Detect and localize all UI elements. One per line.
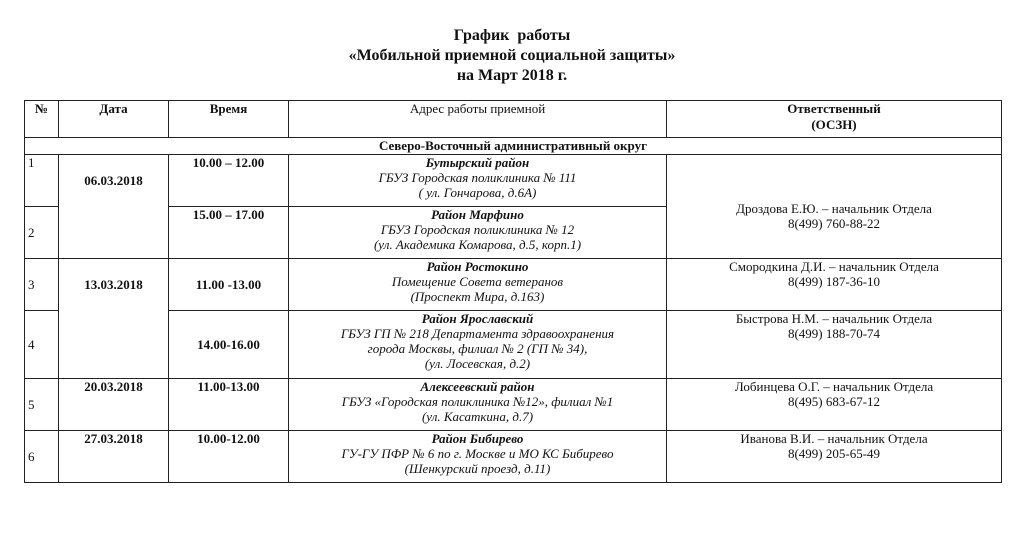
address-area: Район Ярославский <box>421 311 534 326</box>
row-date: 13.03.2018 <box>59 259 169 379</box>
responsible-phone: 8(499) 205-65-49 <box>787 446 881 461</box>
row-number: 1 <box>25 155 59 207</box>
address-org: Помещение Совета ветеранов <box>391 274 564 289</box>
row-number: 5 <box>25 379 59 431</box>
address-org: ГБУЗ Городская поликлиника № 111 <box>378 170 577 185</box>
header-time: Время <box>169 101 289 138</box>
responsible-phone: 8(499) 760-88-22 <box>787 215 881 231</box>
address-street-2: (ул. Лосевская, д.2) <box>424 356 531 371</box>
row-number: 6 <box>25 431 59 483</box>
row-address <box>289 311 667 379</box>
address-street: (Шенкурский проезд, д.11) <box>404 461 551 476</box>
row-time: 11.00-13.00 <box>169 379 289 431</box>
header-num: № <box>25 101 59 138</box>
header-date: Дата <box>59 101 169 138</box>
responsible-phone: 8(499) 187-36-10 <box>787 274 881 289</box>
row-date: 06.03.2018 <box>59 155 169 259</box>
address-area: Район Марфино <box>431 207 524 222</box>
address-area: Бутырский район <box>425 155 530 170</box>
header-responsible-line1: Ответственный <box>787 101 881 116</box>
row-time: 14.00-16.00 <box>169 311 289 379</box>
row-address <box>289 259 667 311</box>
title-line-3: на Март 2018 г. <box>456 67 568 84</box>
address-org: ГУ-ГУ ПФР № 6 по г. Москве и МО КС Бибирево <box>341 446 614 461</box>
address-street: (ул. Касаткина, д.7) <box>421 409 534 424</box>
address-street: города Москвы, филиал № 2 (ГП № 34), <box>367 341 588 356</box>
row-time: 15.00 – 17.00 <box>169 207 289 259</box>
responsible-name: Лобинцева О.Г. – начальник Отдела <box>734 379 934 394</box>
address-street: ( ул. Гончарова, д.6А) <box>418 185 537 200</box>
header-row <box>25 101 1002 138</box>
row-address <box>289 155 667 207</box>
header-address: Адрес работы приемной <box>289 101 667 138</box>
responsible-phone: 8(495) 683-67-12 <box>787 394 881 409</box>
header-responsible-line2: (ОСЗН) <box>811 117 857 132</box>
row-address <box>289 207 667 259</box>
row-responsible <box>667 155 1002 259</box>
address-org: ГБУЗ «Городская поликлиника №12», филиал №1 <box>341 394 614 409</box>
responsible-name: Иванова В.И. – начальник Отдела <box>740 431 928 446</box>
table-row <box>25 431 1002 483</box>
row-responsible <box>667 379 1002 431</box>
row-number: 4 <box>25 311 59 379</box>
responsible-phone: 8(499) 188-70-74 <box>787 326 881 341</box>
row-time: 10.00-12.00 <box>169 431 289 483</box>
row-date: 27.03.2018 <box>59 431 169 483</box>
district-row <box>25 138 1002 155</box>
responsible-name: Дроздова Е.Ю. – начальник Отдела <box>736 200 932 216</box>
row-number: 3 <box>25 259 59 311</box>
address-street: (ул. Академика Комарова, д.5, корп.1) <box>373 237 582 252</box>
table-row <box>25 259 1002 311</box>
row-number: 2 <box>25 207 59 259</box>
responsible-name: Быстрова Н.М. – начальник Отдела <box>735 311 933 326</box>
district-name: Северо-Восточный административный округ <box>25 138 1002 155</box>
row-responsible <box>667 431 1002 483</box>
header-responsible <box>667 101 1002 138</box>
address-area: Алексеевский район <box>420 379 535 394</box>
table-row <box>25 379 1002 431</box>
address-org: ГБУЗ ГП № 218 Департамента здравоохранения <box>340 326 615 341</box>
schedule-table <box>24 100 1002 483</box>
address-area: Район Ростокино <box>426 259 529 274</box>
address-org: ГБУЗ Городская поликлиника № 12 <box>380 222 575 237</box>
row-responsible <box>667 311 1002 379</box>
row-time: 11.00 -13.00 <box>169 259 289 311</box>
address-area: Район Бибирево <box>431 431 524 446</box>
row-responsible <box>667 259 1002 311</box>
responsible-name: Смородкина Д.И. – начальник Отдела <box>729 259 939 274</box>
table-row <box>25 311 1002 379</box>
row-address <box>289 379 667 431</box>
title-line-1: График работы <box>453 27 571 44</box>
row-address <box>289 431 667 483</box>
row-date: 20.03.2018 <box>59 379 169 431</box>
title-line-2: «Мобильной приемной социальной защиты» <box>348 47 676 64</box>
table-row <box>25 155 1002 207</box>
address-street: (Проспект Мира, д.163) <box>410 289 545 304</box>
document-title <box>0 26 1024 86</box>
row-time: 10.00 – 12.00 <box>169 155 289 207</box>
